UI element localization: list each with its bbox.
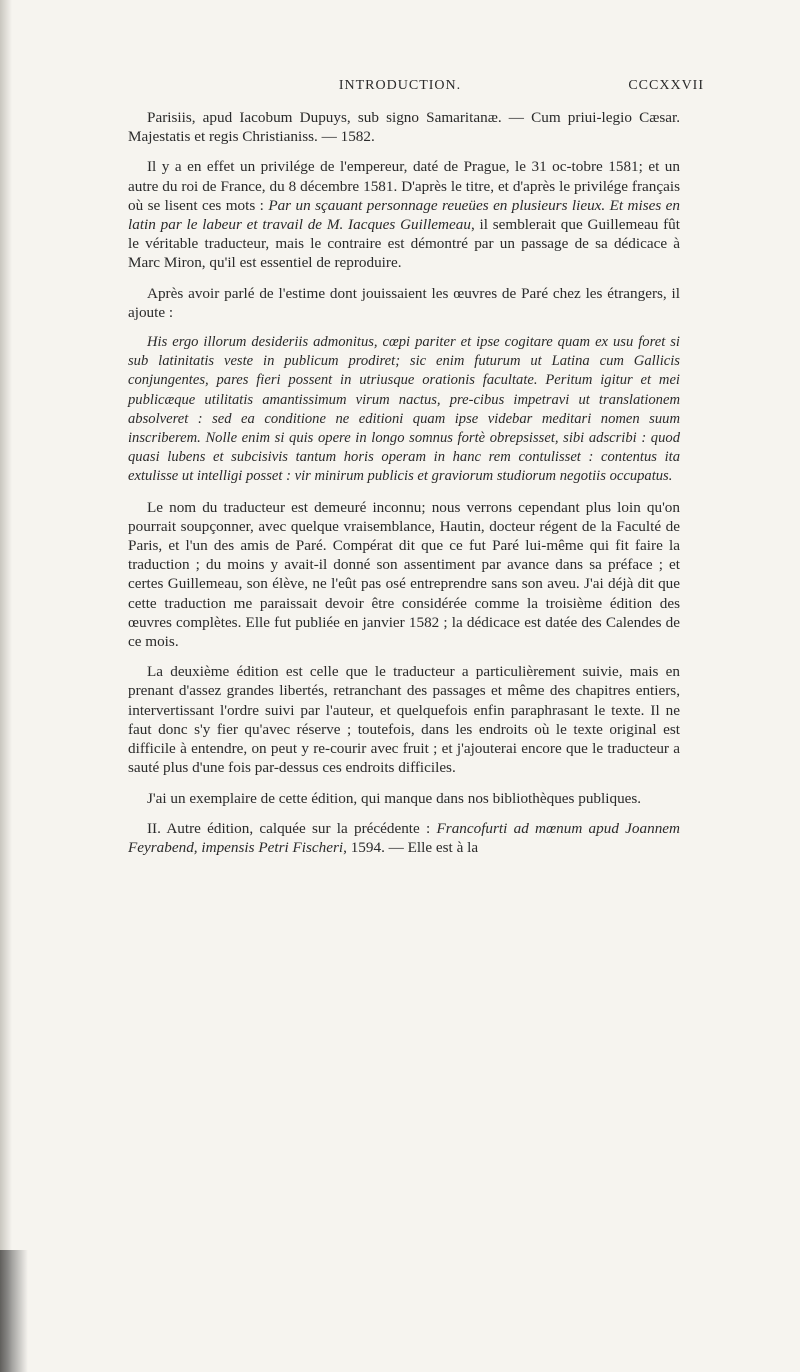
paragraph-text: II. Autre édition, calquée sur la précédente : bbox=[147, 819, 437, 837]
binding-edge-stain bbox=[0, 1250, 28, 1372]
second-edition-paragraph bbox=[128, 662, 680, 777]
paragraph-text: , il semblerait que Guillemeau fût le véritable traducteur, mais le contraire est démontré par un passage de sa dédicace à Marc Miron, qu'il est essentiel de reproduire. bbox=[128, 216, 680, 272]
paragraph-text: Parisiis, apud Iacobum Dupuys, sub signo Samaritanæ. — Cum priui-legio Cæsar. Majestatis et regis Christianiss. — 1582. bbox=[128, 109, 680, 146]
copy-note-paragraph bbox=[128, 789, 680, 808]
paragraph-text: La deuxième édition est celle que le traducteur a particulièrement suivie, mais en prenant d'assez grandes libertés, retranchant des passages et même des chapitres entiers, intervertissant l'ordre suivi par l'auteur, et quelquefois enfin paraphrasant le texte. Il ne faut donc s'y fier qu'avec réserve ; toutefois, dans les endroits où le texte original est difficile à entendre, on peut y re-courir avec fruit ; et j'ajouterai encore que le traducteur a sauté plus d'une fois par-dessus ces endroits difficiles. bbox=[128, 663, 680, 777]
running-header bbox=[0, 78, 800, 98]
paragraph-text: Le nom du traducteur est demeuré inconnu; nous verrons cependant plus loin qu'on pourrait soupçonner, avec quelque vraisemblance, Hautin, docteur régent de la Faculté de Paris, et l'un des amis de Paré. Compérat dit que ce fut Paré lui-même qui fit faire la traduction ; du moins y avait-il donné son assentiment par avance dans sa préface ; et certes Guillemeau, son élève, ne l'eût pas osé entreprendre sans son aveu. J'ai déjà dit que cette traduction me paraissait devoir être considérée comme la troisième édition des œuvres complètes. Elle fut publiée en janvier 1582 ; la dédicace est datée des Calendes de ce mois. bbox=[128, 498, 680, 651]
page-number: CCCXXVII bbox=[628, 78, 704, 93]
page-body bbox=[128, 108, 680, 868]
privilege-paragraph bbox=[128, 157, 680, 272]
latin-text: His ergo illorum desideriis admonitus, cœpi pariter et ipse cogitare quam ex usu foret si sub latinitatis veste in publicum prodiret; sic enim futurum ut Latina cum Gallicis conjungentes, pares fieri possent in utriusque orationis facultate. Peritum igitur et mei publicæque utilitatis amantissimum virum nactus, pre-cibus impetravi ut translationem absolveret : sed ea conditione ne editioni quam ipse videbar meditari nomen suum inscriberem. Nolle enim si quis opere in longo somnus fortè obrepsisset, sibi adscribi : quod quasi lubens et subcisivis tantum horis operam in hanc rem contulisset : contentus ita extulisse ut intelligi posset : vir minirum publicis et graviorum studiorum negotiis occupatus. bbox=[128, 334, 680, 485]
citation-paragraph bbox=[128, 108, 680, 146]
paragraph-text: , 1594. — Elle est à la bbox=[343, 838, 479, 856]
header-title: INTRODUCTION. bbox=[338, 78, 462, 93]
paragraph-text: Il y a en effet un privilége de l'empereur, daté de Prague, le 31 oc-tobre 1581; et un autre du roi de France, du 8 décembre 1581. D'après le titre, et d'après le privilége français où se lisent ces mots : bbox=[128, 158, 680, 214]
page-edge-shadow bbox=[0, 0, 12, 1372]
paragraph-text: Après avoir parlé de l'estime dont jouissaient les œuvres de Paré chez les étrangers, il ajoute : bbox=[128, 284, 680, 321]
intro-quote-paragraph bbox=[128, 284, 680, 322]
paragraph-text: J'ai un exemplaire de cette édition, qui manque dans nos bibliothèques publiques. bbox=[147, 789, 642, 807]
translator-paragraph bbox=[128, 498, 680, 652]
other-edition-paragraph bbox=[128, 819, 680, 857]
latin-quote-paragraph bbox=[128, 333, 680, 487]
italic-quote: Par un sçauant personnage reueües en plusieurs lieux. Et mises en latin par le labeur et travail de M. Iacques Guillemeau bbox=[128, 196, 680, 234]
italic-imprint: Francofurti ad mœnum apud Joannem Feyrabend, impensis Petri Fischeri bbox=[128, 819, 681, 856]
